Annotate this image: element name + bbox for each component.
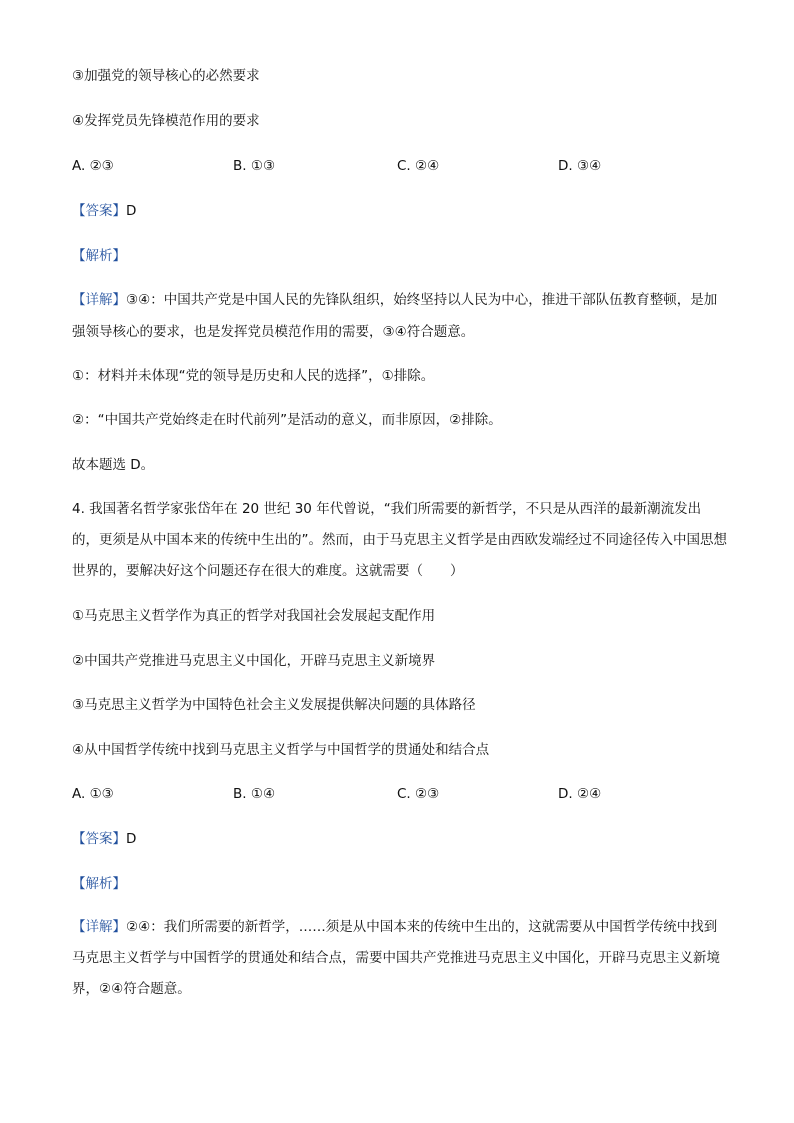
q4-answer-tag: 【答案】 xyxy=(72,831,126,847)
q4-item-3: ③马克思主义哲学为中国特色社会主义发展提供解决问题的具体路径 xyxy=(72,697,476,713)
q4-option-d: D. ②④ xyxy=(558,786,602,802)
q3-option-d: D. ③④ xyxy=(558,158,602,174)
q3-answer-value: D xyxy=(126,203,137,219)
q3-answer-tag: 【答案】 xyxy=(72,203,126,219)
q4-answer xyxy=(72,829,136,849)
q3-note-2: ②：“中国共产党始终走在时代前列”是活动的意义，而非原因，②排除。 xyxy=(72,412,502,428)
q3-option-a: A. ②③ xyxy=(72,158,114,174)
q4-item-4: ④从中国哲学传统中找到马克思主义哲学与中国哲学的贯通处和结合点 xyxy=(72,742,490,758)
q4-option-a: A. ①③ xyxy=(72,786,114,802)
q3-analysis-tag: 【解析】 xyxy=(72,248,126,264)
q3-answer xyxy=(72,201,136,221)
q4-item-2: ②中国共产党推进马克思主义中国化，开辟马克思主义新境界 xyxy=(72,653,436,669)
q3-item-3: ③加强党的领导核心的必然要求 xyxy=(72,68,260,84)
q3-option-b: B. ①③ xyxy=(233,158,276,174)
q4-analysis-tag: 【解析】 xyxy=(72,876,126,892)
q3-detail-text: ③④：中国共产党是中国人民的先锋队组织，始终坚持以人民为中心，推进干部队伍教育整顿，是加强领导核心的要求，也是发挥党员模范作用的需要，③④符合题意。 xyxy=(72,292,718,340)
q3-detail-tag: 【详解】 xyxy=(72,292,126,308)
q4-detail xyxy=(72,912,727,1005)
q4-detail-text: ②④：我们所需要的新哲学，……须是从中国本来的传统中生出的，这就需要从中国哲学传统中找到马克思主义哲学与中国哲学的贯通处和结合点，需要中国共产党推进马克思主义中国化，开辟马克思主义新境界，②④符合题意。 xyxy=(72,919,720,997)
q4-stem: 4. 我国著名哲学家张岱年在 20 世纪 30 年代曾说，“我们所需要的新哲学，不只是从西洋的最新潮流发出的，更须是从中国本来的传统中生出的”。然而，由于马克思主义哲学是由西欧发端经过不同途径传入中国思想世界的，要解决好这个问题还存在很大的难度。这就需要（ ） xyxy=(72,501,727,579)
q3-conclusion: 故本题选 D。 xyxy=(72,457,155,473)
q4-option-c: C. ②③ xyxy=(397,786,440,802)
q4-option-b: B. ①④ xyxy=(233,786,276,802)
q4-answer-value: D xyxy=(126,831,137,847)
q3-item-4: ④发挥党员先锋模范作用的要求 xyxy=(72,113,260,129)
q4-detail-tag: 【详解】 xyxy=(72,919,126,935)
q3-option-c: C. ②④ xyxy=(397,158,440,174)
q3-detail xyxy=(72,284,727,348)
q3-note-1: ①：材料并未体现“党的领导是历史和人民的选择”，①排除。 xyxy=(72,368,435,384)
q4-item-1: ①马克思主义哲学作为真正的哲学对我国社会发展起支配作用 xyxy=(72,608,436,624)
